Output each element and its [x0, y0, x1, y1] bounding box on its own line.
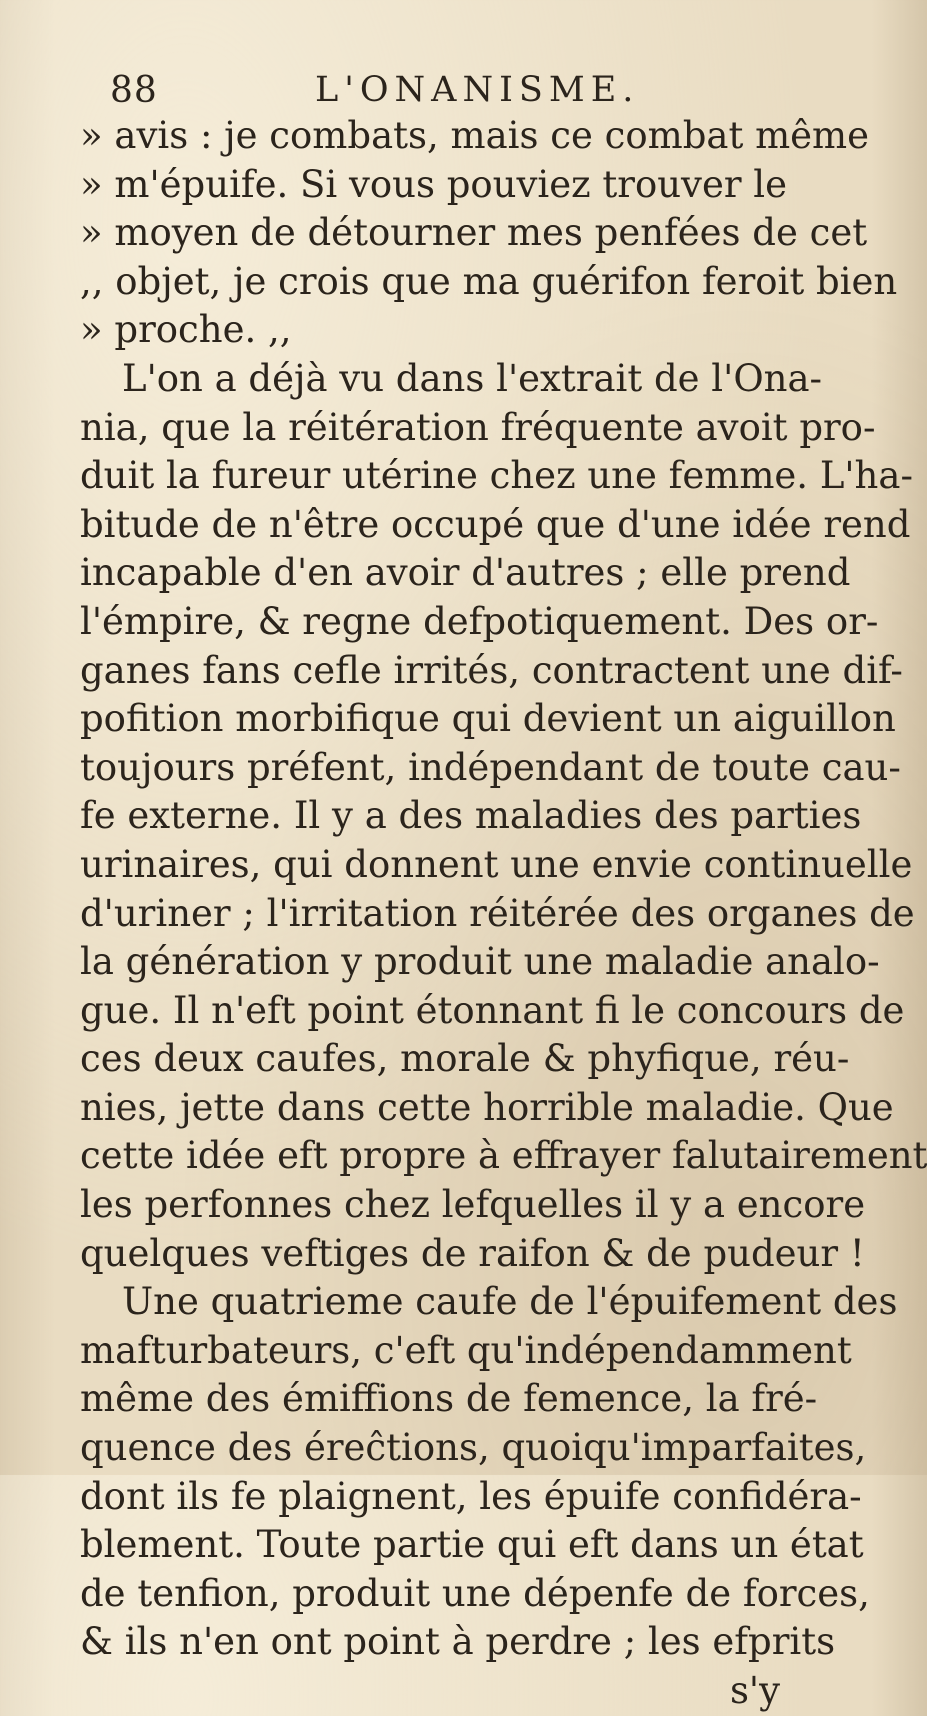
text-line: les perfonnes chez lefquelles il y a encore [80, 1183, 866, 1227]
text-line: l'émpire, & regne defpotiquement. Des or- [80, 599, 879, 643]
text-line: » m'épuife. Si vous pouviez trouver le [80, 162, 788, 206]
text-line: la génération y produit une maladie analo- [80, 940, 880, 984]
text-line: ganes fans cefle irrités, contractent une dif- [80, 648, 903, 692]
text-line: pofition morbifique qui devient un aiguillon [80, 697, 896, 741]
text-line: gue. Il n'eft point étonnant fi le concours de [80, 988, 905, 1032]
text-line: incapable d'en avoir d'autres ; elle prend [80, 551, 851, 595]
text-line: même des émiffions de femence, la fré- [80, 1377, 818, 1421]
body-text [80, 112, 927, 1716]
text-line: quence des éreĉtions, quoiqu'imparfaites, [80, 1426, 867, 1470]
text-line: de tenfion, produit une dépenfe de forces, [80, 1571, 870, 1615]
text-line: L'on a déjà vu dans l'extrait de l'Ona- [122, 356, 823, 400]
text-line: » moyen de détourner mes penfées de cet [80, 211, 868, 255]
page-header [110, 70, 761, 116]
catchword: s'y [729, 1669, 780, 1712]
text-line: urinaires, qui donnent une envie continuelle [80, 842, 913, 886]
text-line: cette idée eft propre à effrayer falutairement [80, 1134, 927, 1178]
text-line: blement. Toute partie qui eft dans un état [80, 1523, 864, 1567]
text-line: & ils n'en ont point à perdre ; les efprits [80, 1620, 836, 1664]
text-line: Une quatrieme caufe de l'épuifement des [122, 1280, 898, 1324]
text-line: » avis : je combats, mais ce combat même [80, 114, 870, 157]
text-line: ces deux caufes, morale & phyfique, réu- [80, 1037, 850, 1081]
text-line: d'uriner ; l'irritation réitérée des organes de [80, 891, 915, 935]
text-line: toujours préfent, indépendant de toute cau- [80, 745, 901, 789]
text-line: duit la fureur utérine chez une femme. L'ha- [80, 454, 913, 498]
text-line: fe externe. Il y a des maladies des parties [80, 794, 862, 838]
page-number: 88 [110, 70, 158, 111]
text-line: bitude de n'être occupé que d'une idée rend [80, 502, 911, 546]
text-line: mafturbateurs, c'eft qu'indépendamment [80, 1328, 852, 1372]
text-line: ,, objet, je crois que ma guérifon feroit bien [80, 259, 898, 303]
text-line: » proche. ,, [80, 308, 292, 352]
running-title: L'ONANISME. [315, 70, 640, 110]
text-line: nia, que la réitération fréquente avoit pro- [80, 405, 876, 449]
text-line: dont ils fe plaignent, les épuife confidéra- [80, 1474, 862, 1518]
text-line: nies, jette dans cette horrible maladie. Que [80, 1085, 894, 1129]
text-line: quelques veftiges de raifon & de pudeur ! [80, 1231, 865, 1275]
